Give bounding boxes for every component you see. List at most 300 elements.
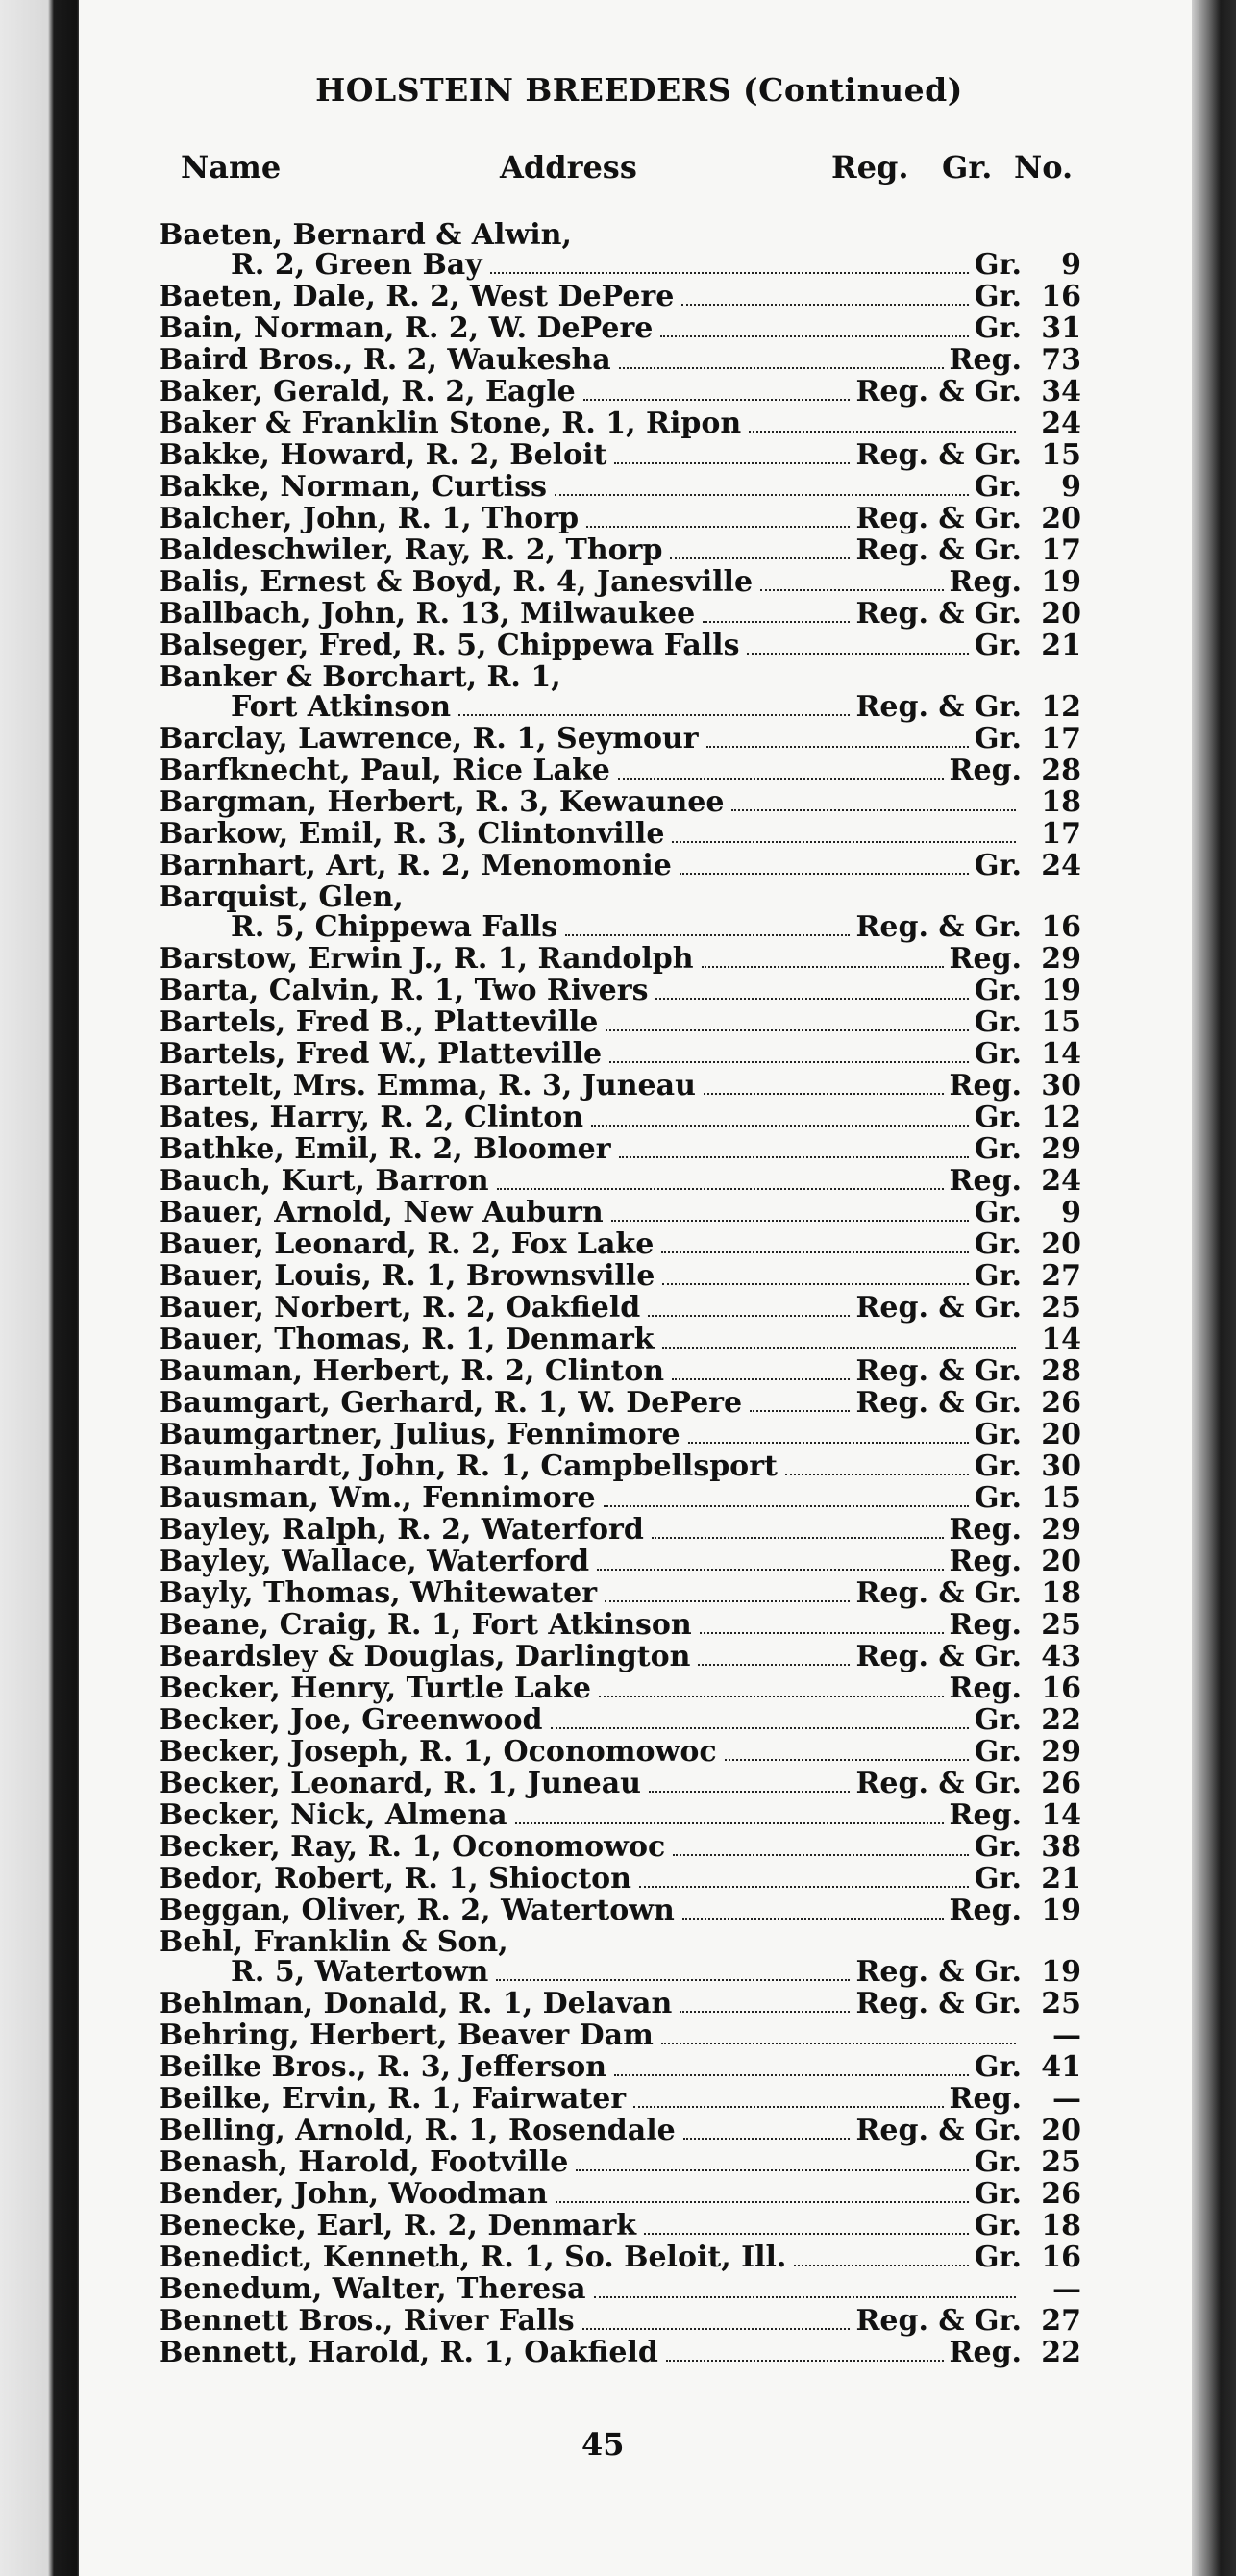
herd-count: 30: [1041, 1069, 1081, 1102]
dot-leader: [688, 1441, 969, 1444]
dot-leader: [702, 965, 944, 968]
herd-count: 27: [1041, 2304, 1081, 2338]
list-item: [159, 1355, 1081, 1387]
registration-type: Reg.: [949, 1164, 1022, 1198]
herd-count: 41: [1041, 2050, 1081, 2084]
list-item: [159, 911, 1081, 943]
column-header-no: No.: [1014, 149, 1074, 186]
herd-count: 20: [1041, 597, 1081, 631]
breeder-name-address: Beardsley & Douglas, Darlington: [159, 1640, 691, 1673]
list-item: [159, 786, 1081, 818]
list-item: [159, 566, 1081, 598]
registration-type: Reg.: [949, 1672, 1022, 1705]
dot-leader: [750, 1409, 850, 1412]
list-item: [159, 1704, 1081, 1736]
registration-type: Reg. & Gr.: [855, 690, 1022, 724]
registration-type: Reg.: [949, 1545, 1022, 1578]
list-item: [159, 1768, 1081, 1799]
list-item: [159, 1324, 1081, 1355]
dot-leader: [661, 2042, 1016, 2044]
herd-count: 16: [1041, 280, 1081, 313]
breeder-name-address: Behlman, Donald, R. 1, Delavan: [159, 1987, 673, 2020]
dot-leader: [683, 2137, 851, 2140]
herd-count: 43: [1041, 1640, 1081, 1673]
list-item: [159, 408, 1081, 439]
dot-leader: [497, 1187, 944, 1190]
book-binding-left: [0, 0, 79, 2576]
registration-type: Gr.: [974, 1449, 1022, 1483]
list-item: [159, 1419, 1081, 1450]
dot-leader: [662, 1346, 1016, 1349]
registration-type: Gr.: [974, 2177, 1022, 2211]
breeder-name-address: Baker & Franklin Stone, R. 1, Ripon: [159, 407, 742, 440]
registration-type: Reg.: [949, 343, 1022, 377]
list-item: [159, 1895, 1081, 1926]
dot-leader: [599, 1695, 944, 1697]
breeder-name-address: Becker, Nick, Almena: [159, 1798, 507, 1832]
herd-count: 14: [1041, 1037, 1081, 1071]
registration-type: Reg.: [949, 565, 1022, 599]
breeder-name-address: Becker, Ray, R. 1, Oconomowoc: [159, 1830, 666, 1864]
list-item: [159, 2051, 1081, 2083]
breeder-name-address: Benash, Harold, Footville: [159, 2145, 569, 2179]
breeder-name: Barquist, Glen,: [159, 880, 404, 914]
dot-leader: [652, 1536, 944, 1539]
herd-count: 16: [1041, 910, 1081, 944]
breeder-name-address: Bayley, Ralph, R. 2, Waterford: [159, 1513, 644, 1547]
list-item: [159, 1070, 1081, 1102]
registration-type: Gr.: [974, 1481, 1022, 1515]
herd-count: 29: [1041, 1735, 1081, 1769]
page-number: 45: [581, 2426, 625, 2463]
breeder-name-address: Bayly, Thomas, Whitewater: [159, 1576, 598, 1610]
registration-type: Gr.: [974, 1196, 1022, 1229]
list-item-name-line: [159, 660, 1081, 694]
registration-type: Reg. & Gr.: [855, 910, 1022, 944]
dot-leader: [648, 1314, 850, 1317]
breeder-name-address: Bauer, Louis, R. 1, Brownsville: [159, 1259, 655, 1293]
registration-type: Gr.: [974, 849, 1022, 882]
list-item: [159, 2242, 1081, 2273]
herd-count: 24: [1041, 1164, 1081, 1198]
list-item: [159, 1863, 1081, 1895]
herd-count: 17: [1041, 533, 1081, 567]
breeder-name-address: Bargman, Herbert, R. 3, Kewaunee: [159, 785, 725, 819]
dot-leader: [605, 1599, 850, 1602]
herd-count: 26: [1041, 1767, 1081, 1800]
dot-leader: [673, 1853, 969, 1856]
herd-count: 20: [1041, 2114, 1081, 2147]
registration-type: Gr.: [974, 1703, 1022, 1737]
registration-type: Reg. & Gr.: [855, 1291, 1022, 1325]
herd-count: 30: [1041, 1449, 1081, 1483]
list-item: [159, 2019, 1081, 2051]
breeder-name-address: Bedor, Robert, R. 1, Shiocton: [159, 1862, 631, 1895]
registration-type: Reg. & Gr.: [855, 1576, 1022, 1610]
breeder-name-address: Bausman, Wm., Fennimore: [159, 1481, 596, 1515]
registration-type: Reg. & Gr.: [855, 502, 1022, 535]
dot-leader: [611, 1219, 969, 1222]
herd-count: 17: [1041, 722, 1081, 755]
dot-leader: [591, 1124, 969, 1127]
dot-leader: [680, 2010, 850, 2013]
dot-leader: [725, 1758, 969, 1761]
herd-count: —: [1052, 2272, 1081, 2306]
herd-count: 15: [1041, 1481, 1081, 1515]
breeder-name-address: Baumgartner, Julius, Fennimore: [159, 1418, 680, 1451]
herd-count: 27: [1041, 1259, 1081, 1293]
list-item: [159, 1260, 1081, 1292]
column-header-address: Address: [500, 149, 637, 186]
breeder-name-address: Barta, Calvin, R. 1, Two Rivers: [159, 974, 649, 1007]
breeder-name-address: Becker, Joe, Greenwood: [159, 1703, 543, 1737]
dot-leader: [661, 1251, 969, 1253]
breeder-name-address: Baumhardt, John, R. 1, Campbellsport: [159, 1449, 778, 1483]
list-item: [159, 818, 1081, 850]
breeder-name-address: Belling, Arnold, R. 1, Rosendale: [159, 2114, 676, 2147]
list-item: [159, 630, 1081, 661]
breeder-name-address: Balcher, John, R. 1, Thorp: [159, 502, 580, 535]
herd-count: 73: [1041, 343, 1081, 377]
registration-type: Gr.: [974, 1735, 1022, 1769]
dot-leader: [706, 745, 969, 748]
herd-count: 20: [1041, 1227, 1081, 1261]
list-item: [159, 439, 1081, 471]
dot-leader: [633, 2105, 943, 2108]
herd-count: 19: [1041, 1955, 1081, 1989]
registration-type: Gr.: [974, 280, 1022, 313]
registration-type: Gr.: [974, 470, 1022, 504]
breeder-name-address: Behring, Herbert, Beaver Dam: [159, 2019, 654, 2052]
dot-leader: [619, 366, 944, 369]
breeder-name-address: Beilke Bros., R. 3, Jefferson: [159, 2050, 607, 2084]
registration-type: Reg. & Gr.: [855, 1640, 1022, 1673]
herd-count: 9: [1061, 470, 1081, 504]
herd-count: 9: [1061, 1196, 1081, 1229]
dot-leader: [515, 1821, 944, 1824]
herd-count: 17: [1041, 817, 1081, 851]
dot-leader: [555, 493, 969, 496]
book-edge-right: [1192, 0, 1236, 2576]
registration-type: Gr.: [974, 1862, 1022, 1895]
list-item: [159, 249, 1081, 281]
breeder-name-address: Balis, Ernest & Boyd, R. 4, Janesville: [159, 565, 754, 599]
herd-count: 24: [1041, 849, 1081, 882]
dot-leader: [458, 713, 850, 716]
breeder-name-address: Barfknecht, Paul, Rice Lake: [159, 754, 610, 787]
list-item: [159, 1387, 1081, 1419]
registration-type: Reg.: [949, 2082, 1022, 2116]
breeder-name-address: Bathke, Emil, R. 2, Bloomer: [159, 1132, 611, 1166]
registration-type: Gr.: [974, 722, 1022, 755]
list-item: [159, 1038, 1081, 1070]
herd-count: —: [1052, 2019, 1081, 2052]
registration-type: Gr.: [974, 248, 1022, 282]
breeder-name-address: Bartelt, Mrs. Emma, R. 3, Juneau: [159, 1069, 696, 1102]
herd-count: 25: [1041, 2145, 1081, 2179]
registration-type: Reg.: [949, 754, 1022, 787]
herd-count: 14: [1041, 1323, 1081, 1356]
breeder-name-address: Bauman, Herbert, R. 2, Clinton: [159, 1354, 665, 1388]
breeder-name-address: Benedum, Walter, Theresa: [159, 2272, 586, 2306]
breeder-name-address: Becker, Henry, Turtle Lake: [159, 1672, 591, 1705]
herd-count: 14: [1041, 1798, 1081, 1832]
dot-leader: [606, 1028, 968, 1031]
registration-type: Reg. & Gr.: [855, 1386, 1022, 1420]
herd-count: 26: [1041, 1386, 1081, 1420]
dot-leader: [670, 557, 850, 559]
list-item: [159, 691, 1081, 723]
list-item: [159, 975, 1081, 1006]
herd-count: 25: [1041, 1987, 1081, 2020]
list-item: [159, 598, 1081, 630]
dot-leader: [660, 334, 969, 337]
dot-leader: [672, 1377, 850, 1380]
list-item: [159, 281, 1081, 312]
dot-leader: [576, 2168, 968, 2171]
registration-type: Reg. & Gr.: [855, 533, 1022, 567]
list-item: [159, 1006, 1081, 1038]
dot-leader: [700, 1631, 944, 1634]
dot-leader: [496, 1978, 850, 1981]
breeder-name-address: Bauer, Leonard, R. 2, Fox Lake: [159, 1227, 655, 1261]
breeder-name-address: Bennett, Harold, R. 1, Oakfield: [159, 2336, 658, 2369]
list-item: [159, 1609, 1081, 1641]
registration-type: Reg. & Gr.: [855, 597, 1022, 631]
list-item: [159, 1641, 1081, 1672]
dot-leader: [747, 652, 968, 655]
breeder-address: R. 5, Chippewa Falls: [231, 910, 558, 944]
herd-count: 21: [1041, 629, 1081, 662]
herd-count: 25: [1041, 1608, 1081, 1642]
dot-leader: [662, 1282, 969, 1285]
dot-leader: [594, 2295, 1016, 2298]
herd-count: 34: [1041, 375, 1081, 409]
registration-type: Gr.: [974, 2241, 1022, 2274]
list-item: [159, 1197, 1081, 1228]
list-item: [159, 1956, 1081, 1988]
dot-leader: [609, 1060, 969, 1063]
breeder-list: [159, 219, 1081, 2368]
herd-count: 9: [1061, 248, 1081, 282]
dot-leader: [785, 1473, 969, 1475]
list-item: [159, 376, 1081, 408]
registration-type: Reg.: [949, 1608, 1022, 1642]
list-item: [159, 755, 1081, 786]
registration-type: Reg. & Gr.: [855, 1987, 1022, 2020]
list-item: [159, 2178, 1081, 2210]
herd-count: 38: [1041, 1830, 1081, 1864]
column-header-reg: Reg.: [831, 149, 909, 186]
registration-type: Gr.: [974, 1259, 1022, 1293]
registration-type: Reg.: [949, 1069, 1022, 1102]
registration-type: Reg.: [949, 1798, 1022, 1832]
breeder-name-address: Baldeschwiler, Ray, R. 2, Thorp: [159, 533, 663, 567]
breeder-name: Baeten, Bernard & Alwin,: [159, 218, 572, 252]
herd-count: 26: [1041, 2177, 1081, 2211]
list-item: [159, 471, 1081, 503]
dot-leader: [681, 303, 969, 306]
herd-count: 16: [1041, 2241, 1081, 2274]
breeder-name-address: Beane, Craig, R. 1, Fort Atkinson: [159, 1608, 692, 1642]
registration-type: Gr.: [974, 1227, 1022, 1261]
registration-type: Gr.: [974, 1132, 1022, 1166]
breeder-name: Behl, Franklin & Son,: [159, 1925, 508, 1959]
registration-type: Gr.: [974, 2050, 1022, 2084]
registration-type: Reg.: [949, 1513, 1022, 1547]
list-item: [159, 2115, 1081, 2146]
herd-count: 29: [1041, 1132, 1081, 1166]
registration-type: Reg. & Gr.: [855, 438, 1022, 472]
herd-count: 29: [1041, 942, 1081, 976]
dot-leader: [586, 525, 850, 528]
list-item: [159, 344, 1081, 376]
herd-count: 29: [1041, 1513, 1081, 1547]
list-item: [159, 1736, 1081, 1768]
registration-type: Gr.: [974, 2209, 1022, 2242]
list-item: [159, 2083, 1081, 2115]
list-item: [159, 503, 1081, 534]
registration-type: Reg. & Gr.: [855, 1955, 1022, 1989]
dot-leader: [619, 1155, 969, 1158]
herd-count: 18: [1041, 785, 1081, 819]
registration-type: Reg.: [949, 1894, 1022, 1927]
list-item: [159, 1546, 1081, 1577]
breeder-name-address: Bender, John, Woodman: [159, 2177, 548, 2211]
dot-leader: [583, 398, 851, 401]
herd-count: 31: [1041, 311, 1081, 345]
breeder-name-address: Bates, Harry, R. 2, Clinton: [159, 1101, 584, 1134]
registration-type: Reg.: [949, 942, 1022, 976]
list-item: [159, 1577, 1081, 1609]
list-item: [159, 1165, 1081, 1197]
herd-count: 28: [1041, 754, 1081, 787]
list-item: [159, 534, 1081, 566]
breeder-name-address: Barstow, Erwin J., R. 1, Randolph: [159, 942, 694, 976]
breeder-name-address: Barkow, Emil, R. 3, Clintonville: [159, 817, 665, 851]
breeder-name: Banker & Borchart, R. 1,: [159, 660, 561, 694]
list-item-name-line: [159, 880, 1081, 914]
breeder-name-address: Benedict, Kenneth, R. 1, So. Beloit, Ill.: [159, 2241, 787, 2274]
herd-count: 24: [1041, 407, 1081, 440]
dot-leader: [597, 1568, 943, 1571]
breeder-name-address: Baker, Gerald, R. 2, Eagle: [159, 375, 576, 409]
dot-leader: [565, 933, 850, 936]
list-item: [159, 312, 1081, 344]
list-item: [159, 1831, 1081, 1863]
breeder-address: Fort Atkinson: [231, 690, 452, 724]
herd-count: 21: [1041, 1862, 1081, 1895]
registration-type: Gr.: [974, 629, 1022, 662]
registration-type: Reg.: [949, 2336, 1022, 2369]
herd-count: 15: [1041, 1005, 1081, 1039]
breeder-name-address: Baird Bros., R. 2, Waukesha: [159, 343, 611, 377]
breeder-name-address: Bauer, Arnold, New Auburn: [159, 1196, 604, 1229]
dot-leader: [698, 1663, 850, 1666]
dot-leader: [639, 1885, 969, 1888]
breeder-address: R. 2, Green Bay: [231, 248, 482, 282]
dot-leader: [582, 2327, 851, 2330]
herd-count: 19: [1041, 565, 1081, 599]
herd-count: 20: [1041, 1545, 1081, 1578]
breeder-name-address: Bauer, Thomas, R. 1, Denmark: [159, 1323, 655, 1356]
list-item-name-line: [159, 1925, 1081, 1959]
list-item: [159, 2273, 1081, 2305]
breeder-name-address: Beilke, Ervin, R. 1, Fairwater: [159, 2082, 627, 2116]
dot-leader: [490, 271, 969, 274]
breeder-name-address: Baeten, Dale, R. 2, West DePere: [159, 280, 675, 313]
list-item: [159, 1514, 1081, 1546]
registration-type: Gr.: [974, 974, 1022, 1007]
dot-leader: [672, 840, 1016, 843]
dot-leader: [666, 2359, 944, 2362]
herd-count: 16: [1041, 1672, 1081, 1705]
dot-leader: [703, 620, 850, 623]
list-item: [159, 1133, 1081, 1165]
breeder-name-address: Becker, Leonard, R. 1, Juneau: [159, 1767, 641, 1800]
breeder-name-address: Benecke, Earl, R. 2, Denmark: [159, 2209, 637, 2242]
dot-leader: [760, 588, 944, 591]
herd-count: 20: [1041, 502, 1081, 535]
dot-leader: [680, 872, 969, 875]
registration-type: Gr.: [974, 1418, 1022, 1451]
list-item: [159, 1799, 1081, 1831]
herd-count: 18: [1041, 1576, 1081, 1610]
registration-type: Reg. & Gr.: [855, 1767, 1022, 1800]
breeder-name-address: Barclay, Lawrence, R. 1, Seymour: [159, 722, 699, 755]
registration-type: Reg. & Gr.: [855, 375, 1022, 409]
dot-leader: [618, 777, 944, 780]
dot-leader: [749, 430, 1016, 433]
breeder-name-address: Bain, Norman, R. 2, W. DePere: [159, 311, 654, 345]
column-header-name: Name: [181, 149, 282, 186]
dot-leader: [649, 1790, 851, 1793]
dot-leader: [556, 2200, 969, 2203]
herd-count: 22: [1041, 2336, 1081, 2369]
herd-count: 12: [1041, 690, 1081, 724]
list-item: [159, 2146, 1081, 2178]
dot-leader: [614, 2073, 969, 2076]
list-item: [159, 943, 1081, 975]
list-item: [159, 1228, 1081, 1260]
breeder-name-address: Bauer, Norbert, R. 2, Oakfield: [159, 1291, 641, 1325]
herd-count: 15: [1041, 438, 1081, 472]
breeder-name-address: Baumgart, Gerhard, R. 1, W. DePere: [159, 1386, 743, 1420]
column-header-gr: Gr.: [942, 149, 993, 186]
dot-leader: [655, 997, 968, 1000]
breeder-name-address: Beggan, Oliver, R. 2, Watertown: [159, 1894, 675, 1927]
list-item: [159, 850, 1081, 881]
dot-leader: [682, 1917, 944, 1920]
breeder-name-address: Bayley, Wallace, Waterford: [159, 1545, 590, 1578]
dot-leader: [604, 1504, 969, 1507]
breeder-name-address: Ballbach, John, R. 13, Milwaukee: [159, 597, 696, 631]
list-item: [159, 2305, 1081, 2337]
breeder-address: R. 5, Watertown: [231, 1955, 489, 1989]
registration-type: Gr.: [974, 1830, 1022, 1864]
list-item: [159, 1988, 1081, 2019]
registration-type: Reg. & Gr.: [855, 2114, 1022, 2147]
breeder-name-address: Bakke, Norman, Curtiss: [159, 470, 547, 504]
registration-type: Gr.: [974, 1037, 1022, 1071]
page-title: HOLSTEIN BREEDERS (Continued): [315, 71, 963, 109]
registration-type: Reg. & Gr.: [855, 2304, 1022, 2338]
herd-count: 19: [1041, 974, 1081, 1007]
herd-count: 20: [1041, 1418, 1081, 1451]
list-item: [159, 1482, 1081, 1514]
breeder-name-address: Bartels, Fred B., Platteville: [159, 1005, 599, 1039]
list-item-name-line: [159, 218, 1081, 252]
